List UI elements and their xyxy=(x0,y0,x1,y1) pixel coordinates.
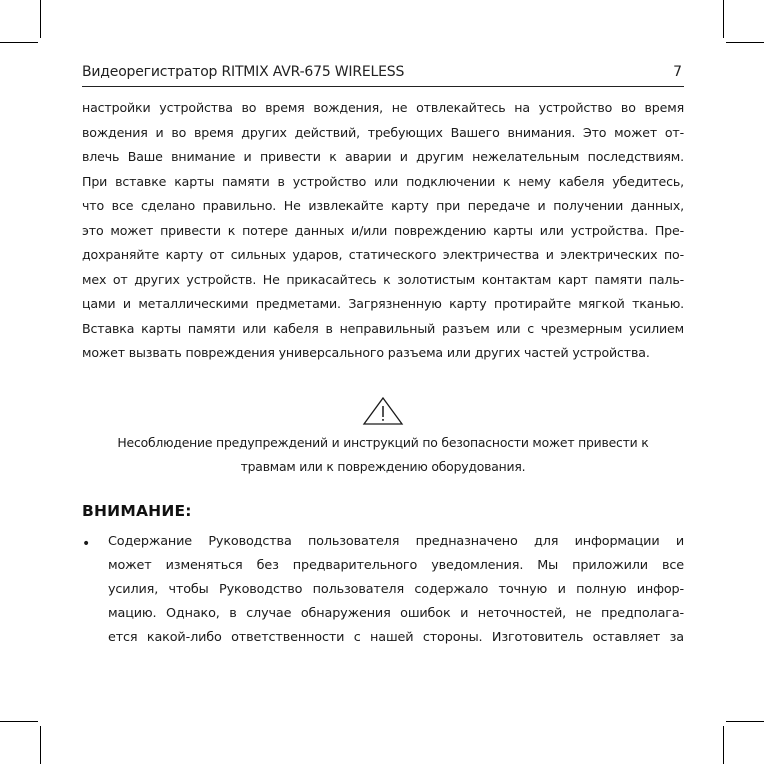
crop-mark-bottom-right-vertical xyxy=(723,726,724,764)
bullet-line: Содержание Руководства пользователя предназначено для информации и xyxy=(108,534,684,549)
paragraph-line: может вызвать повреждения универсального разъема или других частей устройства. xyxy=(82,345,650,360)
crop-mark-bottom-left-horizontal xyxy=(0,721,38,722)
paragraph-line: Вставка карты памяти или кабеля в неправильный разъем или с чрезмерным усилием xyxy=(82,320,684,336)
crop-mark-top-left-vertical xyxy=(40,0,41,38)
attention-heading: ВНИМАНИЕ: xyxy=(82,502,192,520)
page-header xyxy=(82,64,684,87)
page-number: 7 xyxy=(673,64,682,80)
bullet-line: мацию. Однако, в случае обнаружения ошибок и неточностей, не предполага- xyxy=(108,606,684,621)
paragraph-line: влечь Ваше внимание и привести к аварии и другим нежелательным последствиям. xyxy=(82,149,684,164)
bullet-item xyxy=(108,530,684,650)
document-title: Видеорегистратор RITMIX AVR-675 WIRELESS xyxy=(82,64,405,80)
bullet-line: ется какой-либо ответственности с нашей стороны. Изготовитель оставляет за xyxy=(108,630,684,645)
paragraph-line: настройки устройства во время вождения, не отвлекайтесь на устройство во время xyxy=(82,100,684,115)
crop-mark-top-right-vertical xyxy=(723,0,724,38)
paragraph-line: это может привести к потере данных и/или повреждению карты или устройства. Пре- xyxy=(82,222,684,238)
crop-mark-top-left-horizontal xyxy=(0,42,38,43)
bullet-line: может изменяться без предварительного уведомления. Мы приложили все xyxy=(108,558,684,573)
warning-triangle-icon xyxy=(362,396,404,426)
paragraph-line: что все сделано правильно. Не извлекайте карту при передаче и получении данных, xyxy=(82,198,684,213)
warning-line: травмам или к повреждению оборудования. xyxy=(240,459,526,474)
crop-mark-bottom-left-vertical xyxy=(40,726,41,764)
crop-mark-top-right-horizontal xyxy=(726,42,764,43)
paragraph-line: дохраняйте карту от сильных ударов, статического электричества и электрических по- xyxy=(82,247,684,262)
paragraph-line: вождения и во время других действий, требующих Вашего внимания. Это может от- xyxy=(82,124,684,140)
paragraph-line: цами и металлическими предметами. Загрязненную карту протирайте мягкой тканью. xyxy=(82,296,684,311)
warning-line: Несоблюдение предупреждений и инструкций по безопасности может привести к xyxy=(117,435,649,450)
paragraph-line: При вставке карты памяти в устройство или подключении к нему кабеля убедитесь, xyxy=(82,173,684,189)
safety-warning-text xyxy=(82,431,684,479)
bullet-line: усилия, чтобы Руководство пользователя содержало точную и полную инфор- xyxy=(108,582,684,597)
bullet-marker: • xyxy=(82,536,91,552)
paragraph-line: мех от других устройств. Не прикасайтесь к золотистым контактам карт памяти паль- xyxy=(82,271,684,287)
body-paragraph xyxy=(82,96,684,366)
crop-mark-bottom-right-horizontal xyxy=(726,721,764,722)
